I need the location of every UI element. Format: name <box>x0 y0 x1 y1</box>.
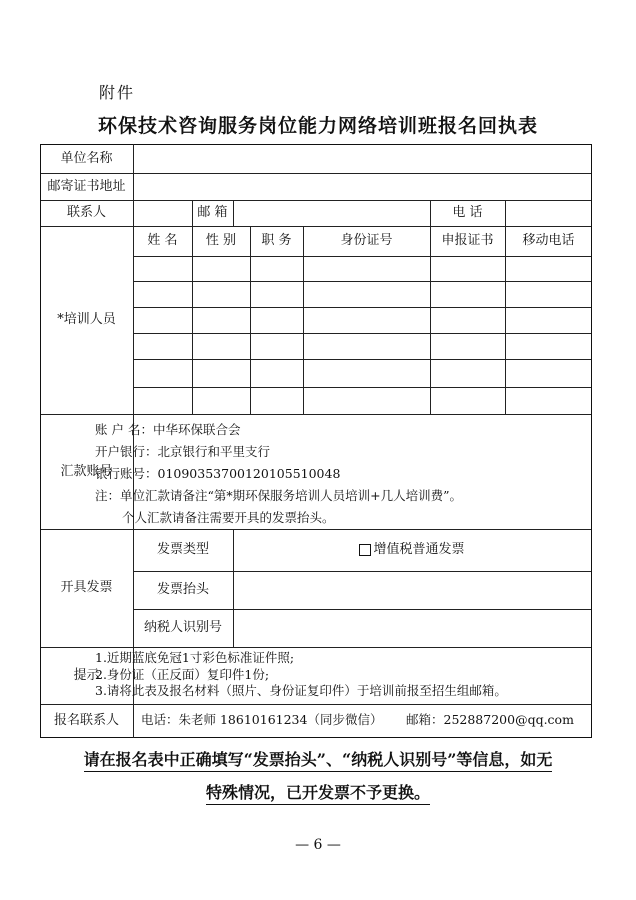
account-name: 账 户 名：中华环保联合会 <box>95 422 241 437</box>
tip-item: 2.身份证（正反面）复印件1份; <box>95 666 270 682</box>
phone-label: 电 话 <box>452 205 483 221</box>
invoice-type-value: 增值税普通发票 <box>373 542 465 558</box>
trainee-rows-area[interactable] <box>134 257 591 414</box>
bank-name: 开户银行：北京银行和平里支行 <box>95 444 271 459</box>
remit-label: 汇款账号 <box>60 463 113 479</box>
account-number: 银行账号：01090353700120105510048 <box>95 466 341 481</box>
mail-address-label: 邮寄证书地址 <box>47 178 126 194</box>
unit-name-field[interactable] <box>134 145 591 173</box>
remit-note-unit: 注：单位汇款请备注“第*期环保服务培训人员培训+几人培训费”。 <box>95 488 463 503</box>
invoice-type-option[interactable] <box>233 529 591 571</box>
email-label: 邮 箱 <box>197 205 228 221</box>
rule <box>40 737 592 738</box>
remit-note-personal: 个人汇款请备注需要开具的发票抬头。 <box>122 510 335 525</box>
contact-label: 联系人 <box>66 205 106 221</box>
invoice-title-label: 发票抬头 <box>156 582 209 598</box>
page-number: — 6 — <box>295 837 341 853</box>
invoice-title-field[interactable] <box>234 572 591 609</box>
unit-name-label: 单位名称 <box>60 150 113 166</box>
remit-details <box>95 419 462 529</box>
column-header-name: 姓 名 <box>147 233 178 249</box>
checkbox-icon[interactable] <box>359 544 371 556</box>
notice-line-1: 请在报名表中正确填写“发票抬头”、“纳税人识别号”等信息，如无 <box>0 747 636 770</box>
invoice-type-label: 发票类型 <box>156 542 209 558</box>
tips-list <box>95 650 507 700</box>
taxpayer-id-field[interactable] <box>234 610 591 647</box>
taxpayer-id-label: 纳税人识别号 <box>143 620 222 636</box>
tips-label: 提示 <box>73 667 100 683</box>
column-header-mobile: 移动电话 <box>522 233 575 249</box>
column-header-certificate: 申报证书 <box>441 233 494 249</box>
attachment-label: 附件 <box>99 83 136 102</box>
email-field[interactable] <box>234 201 430 226</box>
trainees-label: *培训人员 <box>57 312 116 328</box>
column-header-gender: 性 别 <box>205 233 237 249</box>
notice-line-2: 特殊情况，已开发票不予更换。 <box>0 780 636 803</box>
page-title: 环保技术咨询服务岗位能力网络培训班报名回执表 <box>97 115 538 137</box>
tip-item: 3.请将此表及报名材料（照片、身份证复印件）于培训前报至招生组邮箱。 <box>95 683 507 698</box>
mail-address-field[interactable] <box>134 174 591 200</box>
column-header-position: 职 务 <box>261 233 292 249</box>
invoice-label: 开具发票 <box>60 580 113 596</box>
signup-contact-phone: 电话：朱老师 18610161234（同步微信） <box>141 712 383 728</box>
contact-field[interactable] <box>134 201 192 226</box>
phone-field[interactable] <box>506 201 591 226</box>
column-header-id-number: 身份证号 <box>340 233 393 249</box>
tip-item: 1.近期蓝底免冠1寸彩色标准证件照; <box>95 650 295 665</box>
signup-contact-label: 报名联系人 <box>53 712 119 728</box>
signup-contact-email: 邮箱：252887200@qq.com <box>406 712 574 728</box>
